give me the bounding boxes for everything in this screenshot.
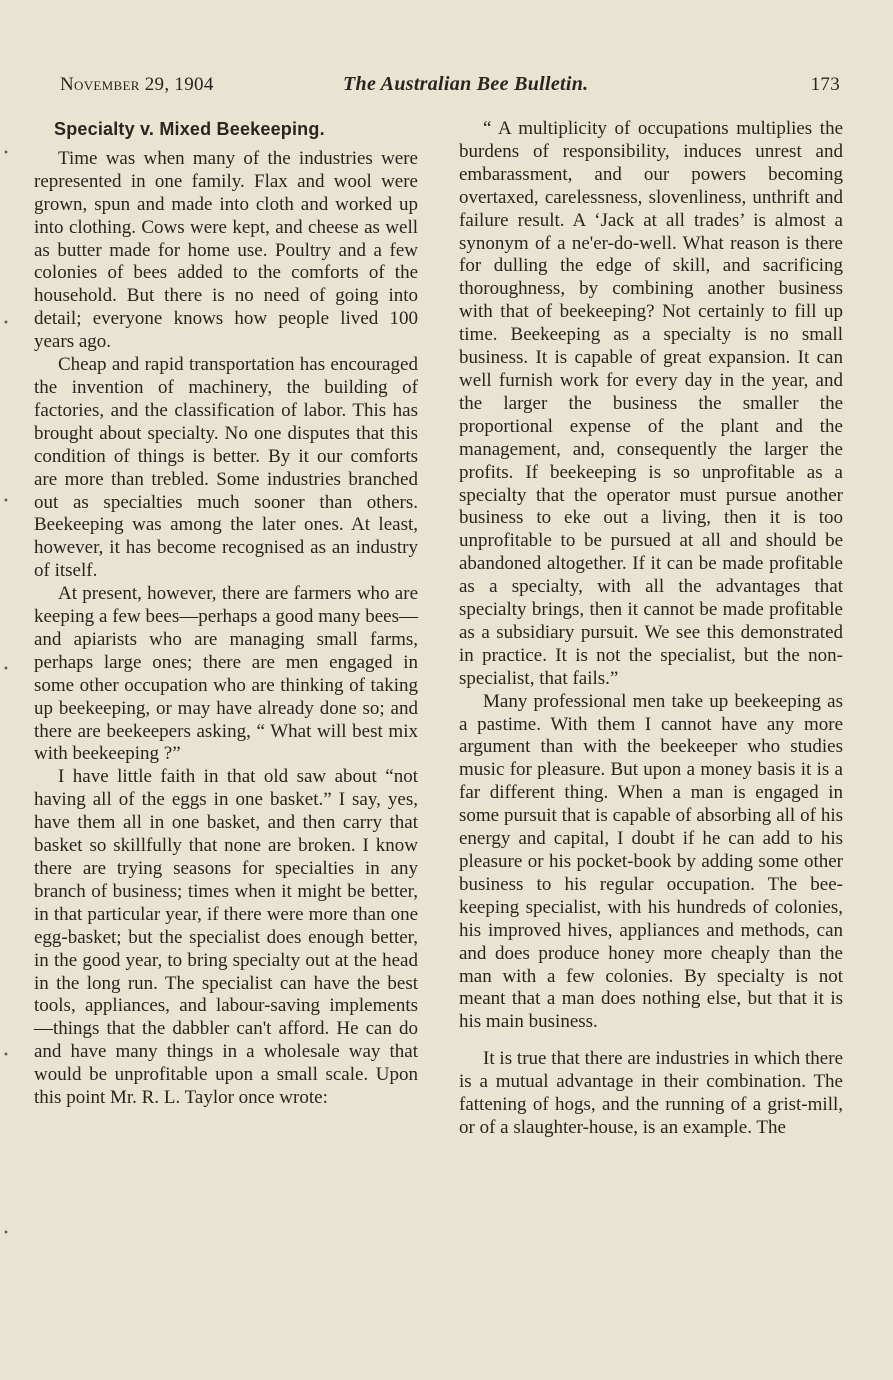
quoted-paragraph: “ A multiplicity of occupations multiplies the burdens of responsibility, induces unrest and embarassment, and our powers becoming overtaxed, carelessness, slovenliness, unthrift and failure result. A ‘Jack at all trades’ is almost a synonym of a ne'er-do-well. What reason is there for dulling the edge of skill, and sacrificing thoroughness, by combining another business with that of beekeeping? Not certainly to fill up time. Beekeeping as a specialty is no small business. It is capable of great expansion. It can well furnish work for every day in the year, and the larger the business the smaller the proportional expense of the plant and the management, and, consequently the larger the profits. If beekeeping is so unprofitable as a specialty that the operator must pursue another business to eke out a living, then it is too unprofitable to be pursued at all and should be abandoned altogether. If it can be made profitable as a specialty, with all the advantages that specialty brings, then it cannot be made profitable as a subsidiary pursuit. We see this demonstrated in practice. It is not the specialist, but the non-specialist, that fails.” xyxy=(459,118,843,689)
right-column xyxy=(459,118,843,1140)
left-column xyxy=(34,118,418,1110)
margin-mark: • xyxy=(3,148,9,159)
margin-mark: • xyxy=(3,1228,9,1239)
running-header xyxy=(60,74,840,102)
paragraph: It is true that there are industries in which there is a mutual advantage in their combination. The fattening of hogs, and the running of a grist-mill, or of a slaughter-house, is an example. The xyxy=(459,1048,843,1138)
margin-mark: • xyxy=(3,318,9,329)
journal-title: The Australian Bee Bulletin. xyxy=(343,73,589,95)
page-number: 173 xyxy=(810,74,840,95)
paragraph: Time was when many of the industries were represented in one family. Flax and wool were grown, spun and made into cloth and worked up into clothing. Cows were kept, and cheese as well as butter made for home use. Poultry and a few colonies of bees added to the comforts of the household. But there is no need of going into detail; everyone knows how people lived 100 years ago. xyxy=(34,147,418,353)
margin-mark: • xyxy=(3,664,9,675)
margin-mark: • xyxy=(3,496,9,507)
paragraph: Many professional men take up beekeeping as a pastime. With them I cannot have any more argument than with the beekeeper who studies music for pleasure. But upon a money basis it is a far different thing. When a man is engaged in some pursuit that is capable of absorbing all of his energy and capital, I doubt if he can add to his pleasure or his pocket-book by adding some other business to his regular occupation. The bee-keeping specialist, with his hundreds of colonies, his improved hives, appliances and methods, can and does produce honey more cheaply than the man with a few colonies. By specialty is not meant that a man does nothing else, but that it is his main business. xyxy=(459,690,843,1033)
paragraph: Cheap and rapid transportation has encouraged the invention of machinery, the building of factories, and the classification of labor. This has brought about specialty. No one disputes that this condition of things is better. By it our comforts are more than trebled. Some industries branched out as specialties much sooner than others. Beekeeping was among the later ones. At least, however, it has become recognised as an industry of itself. xyxy=(34,354,418,582)
issue-date: November 29, 1904 xyxy=(60,74,214,95)
article-heading: Specialty v. Mixed Beekeeping. xyxy=(54,119,325,139)
margin-mark: • xyxy=(3,1050,9,1061)
paragraph: At present, however, there are farmers who are keeping a few bees—perhaps a good many bees—and apiarists who are managing small farms, perhaps large ones; there are men engaged in some other occupation who are thinking of taking up beekeeping, or may have already done so; and there are beekeepers asking, “ What will best mix with beekeeping ?” xyxy=(34,583,418,765)
paragraph: I have little faith in that old saw about “not having all of the eggs in one basket.” I say, yes, have them all in one basket, and then carry that basket so skillfully that none are broken. I know there are trying seasons for specialties in any branch of business; times when it might be better, in that particular year, if there were more than one egg-basket; but the specialist does enough better, in the good year, to bring specialty out at the head in the long run. The specialist can have the best tools, appliances, and labour-saving implements—things that the dabbler can't afford. He can do and have many things in a wholesale way that would be unprofitable upon a small scale. Upon this point Mr. R. L. Taylor once wrote: xyxy=(34,766,418,1109)
